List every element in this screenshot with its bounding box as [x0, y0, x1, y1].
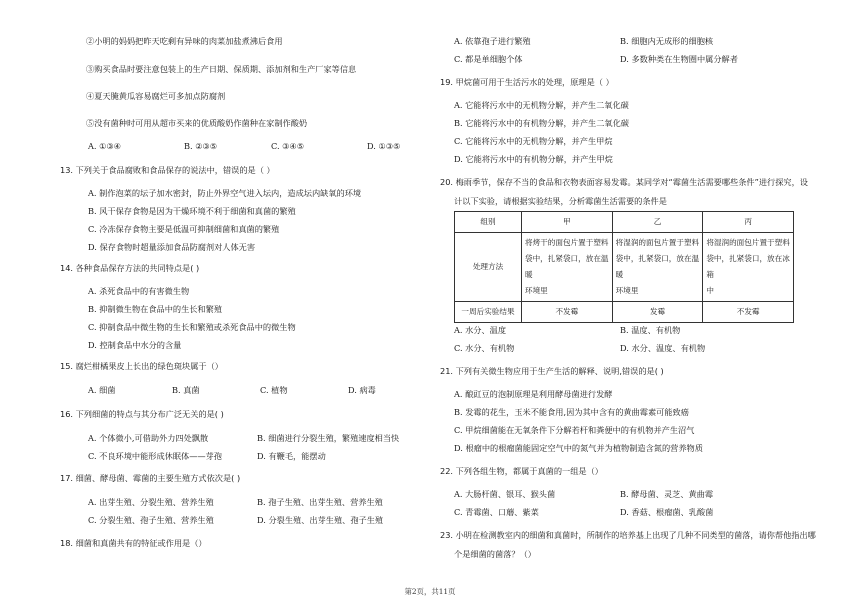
q18-option-c[interactable]: C. 都是单细胞个体: [454, 54, 523, 64]
q13-option-b[interactable]: B. 风干保存食物是因为干燥环境不利于细菌和真菌的繁殖: [88, 206, 296, 216]
q17-stem: 17. 细菌、酵母菌、霉菌的主要生殖方式依次是( ): [60, 473, 241, 483]
q23-stem-line2: 个是细菌的菌落？（）: [454, 549, 536, 559]
method-bing-line2: 袋中，扎紧袋口，放在冰箱: [706, 254, 790, 279]
q16-stem: 16. 下列细菌的特点与其分布广泛无关的是( ): [60, 409, 224, 419]
q22-option-a[interactable]: A. 大肠杆菌、银耳、猴头菌: [454, 489, 556, 499]
q13-stem: 13. 下列关于食品腐败和食品保存的说法中，错误的是（ ）: [60, 165, 275, 175]
method-jia-line2: 袋中，扎紧袋口，放在温暖: [525, 254, 609, 279]
q18-stem: 18. 细菌和真菌共有的特征或作用是（）: [60, 538, 207, 548]
q22-option-c[interactable]: C. 青霉菌、口蘑、紫菜: [454, 507, 539, 517]
statement-3: ③购买食品时要注意包装上的生产日期、保质期、添加剂和生产厂家等信息: [86, 64, 357, 74]
q13-option-c[interactable]: C. 冷冻保存食物主要是低温可抑制细菌和真菌的繁殖: [88, 224, 280, 234]
q19-option-a[interactable]: A. 它能将污水中的无机物分解，并产生二氧化碳: [454, 100, 629, 110]
q14-option-d[interactable]: D. 控制食品中水分的含量: [88, 340, 182, 350]
q16-option-b[interactable]: B. 细菌进行分裂生殖，繁殖速度相当快: [257, 433, 400, 443]
q18-option-d[interactable]: D. 多数种类在生物圈中属分解者: [620, 54, 738, 64]
q12-option-a[interactable]: A. ①③④: [88, 141, 122, 151]
q14-option-a[interactable]: A. 杀死食品中的有害微生物: [88, 286, 190, 296]
q15-stem: 15. 腐烂柑橘果皮上长出的绿色斑块属于（）: [60, 361, 223, 371]
q16-option-a[interactable]: A. 个体微小,可借助外力四处飘散: [88, 433, 209, 443]
q15-option-a[interactable]: A. 细菌: [88, 385, 116, 395]
method-jia-line1: 将烤干的面包片置于塑料: [525, 238, 609, 247]
q19-option-b[interactable]: B. 它能将污水中的有机物分解，并产生二氧化碳: [454, 118, 629, 128]
table-row-method: [455, 233, 794, 302]
header-jia: 甲: [522, 212, 613, 233]
q20-stem-line2: 计以下实验，请根据实验结果，分析霉菌生活需要的条件是: [454, 196, 667, 206]
statement-4: ④夏天腌黄瓜容易腐烂可多加点防腐剂: [86, 91, 226, 101]
page-footer: 第2页，共11页: [404, 587, 456, 596]
table-header-row: [455, 212, 794, 233]
q21-option-b[interactable]: B. 发霉的花生，玉米不能食用,因为其中含有的黄曲霉素可能致癌: [454, 407, 689, 417]
q14-option-c[interactable]: C. 抑制食品中微生物的生长和繁殖或杀死食品中的微生物: [88, 322, 296, 332]
q20-option-b[interactable]: B. 温度、有机物: [620, 325, 681, 335]
q21-option-d[interactable]: D. 根瘤中的根瘤菌能固定空气中的氮气并为植物制造含氮的营养物质: [454, 443, 703, 453]
method-label: 处理方法: [455, 233, 522, 302]
q22-option-b[interactable]: B. 酵母菌、灵芝、黄曲霉: [620, 489, 714, 499]
method-yi: [612, 233, 703, 302]
q20-stem-line1: 20. 梅雨季节，保存不当的食品和衣物表面容易发霉。某同学对“霉菌生活需要哪些条件”进行探究，设: [440, 177, 808, 187]
q19-option-c[interactable]: C. 它能将污水中的无机物分解，并产生甲烷: [454, 136, 613, 146]
method-yi-line3: 环境里: [615, 286, 639, 295]
q16-option-d[interactable]: D. 有鞭毛，能摆动: [257, 451, 326, 461]
q15-option-c[interactable]: C. 植物: [260, 385, 288, 395]
experiment-table: [454, 211, 794, 323]
q18-option-b[interactable]: B. 细胞内无成形的细胞核: [620, 36, 714, 46]
q14-option-b[interactable]: B. 抑制微生物在食品中的生长和繁殖: [88, 304, 223, 314]
header-group: 组别: [455, 212, 522, 233]
q22-stem: 22. 下列各组生物，都属于真菌的一组是（）: [440, 466, 603, 476]
q14-stem: 14. 各种食品保存方法的共同特点是( ): [60, 263, 200, 273]
q17-option-a[interactable]: A. 出芽生殖、分裂生殖、营养生殖: [88, 497, 214, 507]
q20-option-c[interactable]: C. 水分、有机物: [454, 343, 515, 353]
q22-option-d[interactable]: D. 香菇、根瘤菌、乳酸菌: [620, 507, 714, 517]
q23-stem-line1: 23. 小明在检测教室内的细菌和真菌时，所制作的培养基上出现了几种不同类型的菌落，请你帮他指出哪: [440, 530, 816, 540]
q19-option-d[interactable]: D. 它能将污水中的有机物分解，并产生甲烷: [454, 154, 613, 164]
q21-option-c[interactable]: C. 甲烷细菌能在无氧条件下分解若杆和粪便中的有机物并产生沼气: [454, 425, 695, 435]
q12-option-d[interactable]: D. ①③⑤: [367, 141, 401, 151]
q21-option-a[interactable]: A. 酿豇豆的泡制原理是利用酵母菌进行发酵: [454, 389, 613, 399]
method-yi-line1: 将湿润的面包片置于塑料: [615, 238, 700, 247]
statement-5: ⑤没有菌种时可用从超市买来的优质酸奶作菌种在家制作酸奶: [86, 118, 308, 128]
q20-option-d[interactable]: D. 水分、温度、有机物: [620, 343, 706, 353]
q20-option-a[interactable]: A. 水分、温度: [454, 325, 507, 335]
result-yi: 发霉: [612, 302, 703, 323]
q13-option-a[interactable]: A. 制作泡菜的坛子加水密封，防止外界空气进入坛内，造成坛内缺氧的环境: [88, 188, 362, 198]
q21-stem: 21. 下列有关微生物应用于生产生活的解释、说明,错误的是( ): [440, 366, 664, 376]
q17-option-d[interactable]: D. 分裂生殖、出芽生殖、孢子生殖: [257, 515, 384, 525]
q12-option-c[interactable]: C. ③④⑤: [271, 141, 305, 151]
q16-option-c[interactable]: C. 不良环境中能形成休眠体——芽孢: [88, 451, 222, 461]
statement-2: ②小明的妈妈把昨天吃剩有异味的肉菜加盐煮沸后食用: [86, 36, 283, 46]
header-yi: 乙: [612, 212, 703, 233]
q12-option-b[interactable]: B. ②③⑤: [184, 141, 218, 151]
result-jia: 不发霉: [522, 302, 613, 323]
method-bing-line3: 中: [706, 286, 714, 295]
q18-option-a[interactable]: A. 依靠孢子进行繁殖: [454, 36, 531, 46]
q17-option-b[interactable]: B. 孢子生殖、出芽生殖、营养生殖: [257, 497, 383, 507]
method-yi-line2: 袋中，扎紧袋口，放在温暖: [615, 254, 700, 279]
header-bing: 丙: [703, 212, 794, 233]
q17-option-c[interactable]: C. 分裂生殖、孢子生殖、营养生殖: [88, 515, 214, 525]
result-label: 一周后实验结果: [455, 302, 522, 323]
q15-option-d[interactable]: D. 病毒: [348, 385, 376, 395]
result-bing: 不发霉: [703, 302, 794, 323]
q15-option-b[interactable]: B. 真菌: [172, 385, 200, 395]
method-bing-line1: 将湿润的面包片置于塑料: [706, 238, 790, 247]
table-row-result: [455, 302, 794, 323]
method-jia-line3: 环境里: [525, 286, 548, 295]
method-jia: [522, 233, 613, 302]
method-bing: [703, 233, 794, 302]
q19-stem: 19. 甲烷菌可用于生活污水的处理，原理是（ ）: [440, 77, 614, 87]
q13-option-d[interactable]: D. 保存食物时超量添加食品防腐剂对人体无害: [88, 242, 256, 252]
